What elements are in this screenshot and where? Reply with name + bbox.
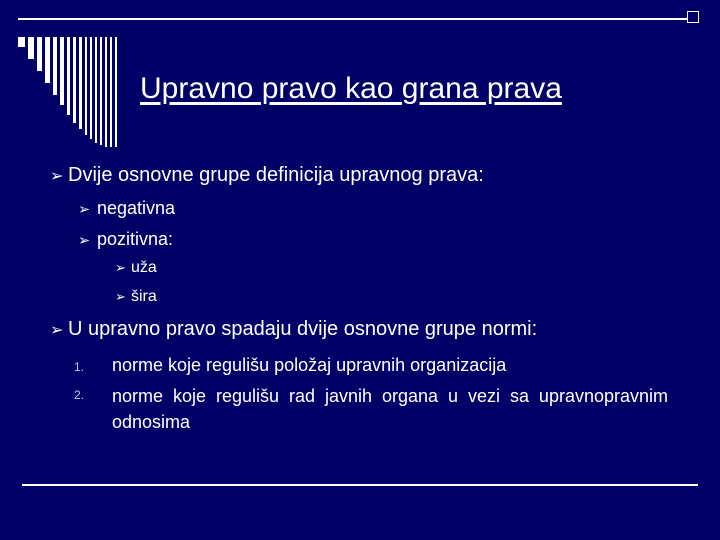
sub-bullet-text: pozitivna: — [97, 229, 174, 249]
list-number: 2. — [74, 388, 85, 402]
bullet-text: U upravno pravo spadaju dvije osnovne grupe normi: — [68, 318, 538, 340]
arrow-right-icon: ➢ — [50, 168, 64, 185]
arrow-right-icon: ➢ — [78, 202, 91, 218]
bottom-divider-line — [22, 484, 698, 486]
bullet-text: Dvije osnovne grupe definicija upravnog prava: — [68, 164, 484, 186]
sub-sub-bullet-sira — [115, 288, 157, 306]
sub-bullet-pozitivna — [78, 229, 173, 250]
numbered-item-1 — [74, 355, 506, 376]
sub-bullet-negativna — [78, 198, 175, 219]
list-number: 1. — [74, 360, 85, 374]
slide-title: Upravno pravo kao grana prava — [140, 72, 562, 105]
sub-sub-bullet-uza — [115, 259, 157, 277]
sub-sub-bullet-text: uža — [131, 259, 157, 276]
list-item-text: norme koje regulišu rad javnih organa u vezi sa upravnopravnim odnosima — [112, 386, 668, 432]
sub-bullet-text: negativna — [97, 198, 176, 218]
numbered-item-2-marker — [74, 388, 84, 402]
arrow-right-icon: ➢ — [50, 322, 64, 339]
sub-sub-bullet-text: šira — [131, 288, 157, 305]
list-item-text: norme koje regulišu položaj upravnih organizacija — [112, 355, 507, 375]
bullet-definitions — [50, 164, 484, 187]
bullet-norms — [50, 318, 537, 341]
top-decor-line — [18, 18, 698, 20]
arrow-right-icon: ➢ — [78, 233, 91, 249]
arrow-right-icon: ➢ — [115, 260, 126, 275]
corner-square-decor — [687, 11, 699, 23]
arrow-right-icon: ➢ — [115, 289, 126, 304]
